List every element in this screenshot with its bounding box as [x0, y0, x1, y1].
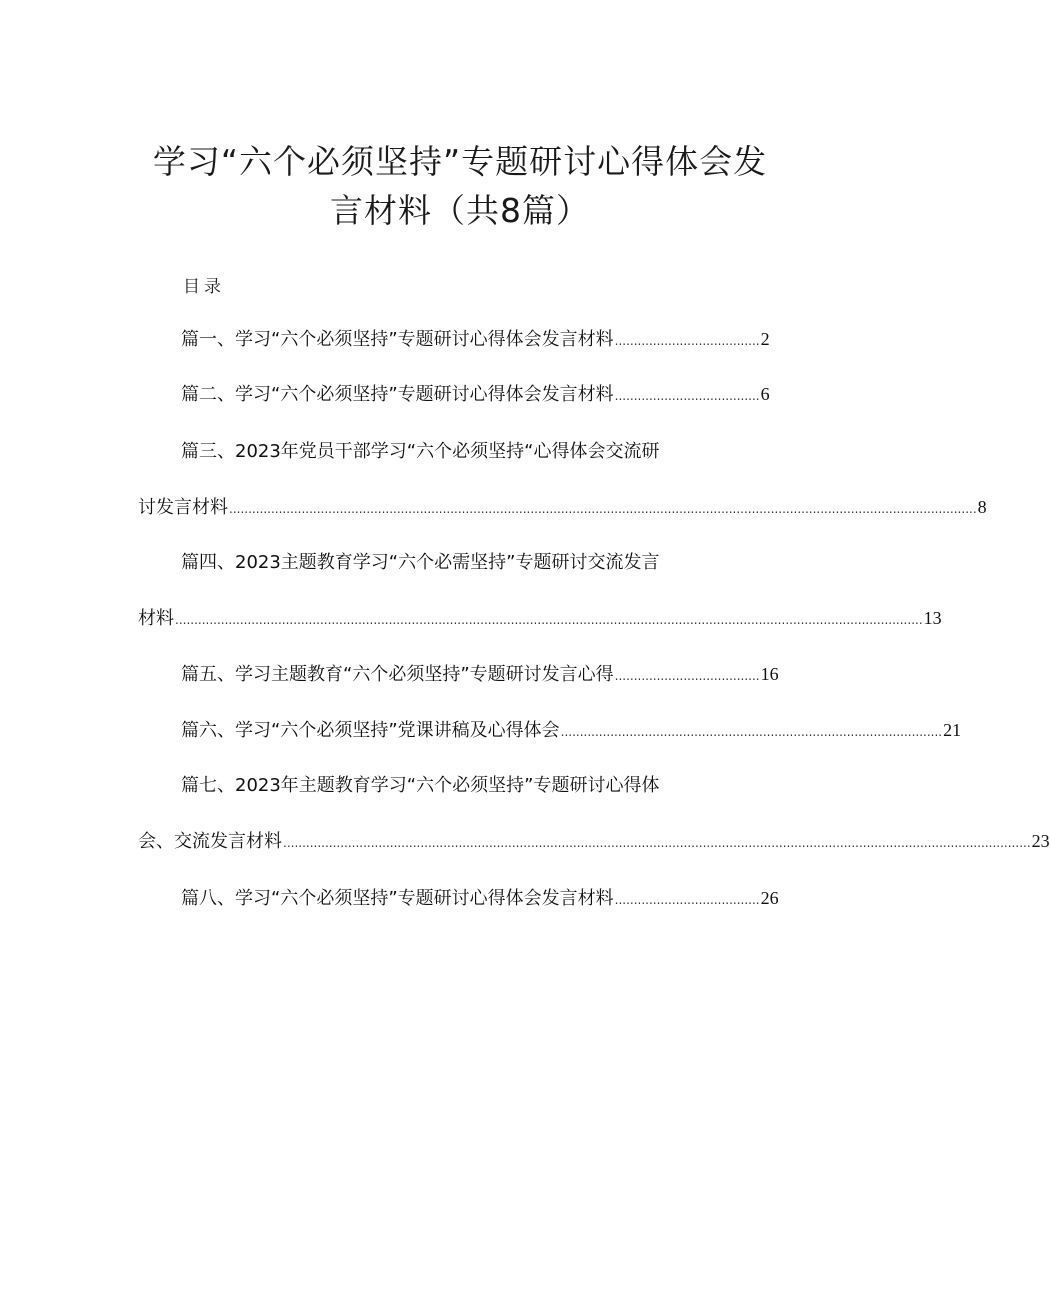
toc-page-number: 8 — [977, 497, 987, 517]
toc-leader-dots: .................................................................................................................................................................................................... — [283, 836, 1031, 850]
toc-leader-dots: .................................................................................................................................................................................................... — [229, 502, 977, 516]
toc-entry-text: 讨发言材料 — [138, 497, 228, 518]
toc-entry-text: 篇五、学习主题教育“六个必须坚持”专题研讨发言心得 — [181, 664, 614, 685]
toc-entry-4-line2[interactable] — [138, 604, 942, 630]
toc-entry-2[interactable] — [181, 380, 770, 406]
toc-entry-3-line2[interactable] — [138, 493, 987, 519]
toc-page-number: 6 — [760, 384, 770, 404]
toc-leader-dots: ...................................... — [614, 389, 760, 403]
toc-entry-4-line1[interactable] — [181, 548, 741, 574]
toc-leader-dots: .................................................................................................... — [560, 725, 943, 739]
toc-entry-text: 篇四、2023主题教育学习“六个必需坚持”专题研讨交流发言 — [181, 552, 660, 573]
toc-entry-7-line1[interactable] — [181, 771, 741, 797]
toc-entry-8[interactable] — [181, 884, 779, 910]
toc-entry-text: 篇二、学习“六个必须坚持”专题研讨心得体会发言材料 — [181, 384, 614, 405]
toc-leader-dots: ...................................... — [614, 893, 760, 907]
toc-entry-1[interactable] — [181, 325, 770, 351]
toc-entry-5[interactable] — [181, 660, 779, 686]
toc-page-number: 21 — [943, 720, 962, 740]
document-title-line2: 言材料（共8篇） — [330, 191, 590, 230]
toc-entry-text: 篇三、2023年党员干部学习“六个必须坚持“心得体会交流研 — [181, 441, 660, 462]
toc-entry-text: 篇七、2023年主题教育学习“六个必须坚持”专题研讨心得体 — [181, 775, 660, 796]
toc-entry-text: 篇一、学习“六个必须坚持”专题研讨心得体会发言材料 — [181, 329, 614, 350]
toc-leader-dots: ...................................... — [614, 334, 760, 348]
toc-heading: 目录 — [183, 277, 225, 297]
toc-entry-text: 篇六、学习“六个必须坚持”党课讲稿及心得体会 — [181, 720, 560, 741]
toc-page-number: 2 — [760, 329, 770, 349]
toc-page-number: 13 — [923, 608, 942, 628]
toc-page-number: 26 — [760, 888, 779, 908]
toc-leader-dots: .................................................................................................................................................................................................... — [175, 613, 923, 627]
toc-entry-text: 材料 — [138, 608, 174, 629]
document-title-line1: 学习“六个必须坚持”专题研讨心得体会发 — [152, 142, 768, 181]
toc-page-number: 16 — [760, 664, 779, 684]
toc-entry-7-line2[interactable] — [138, 827, 1050, 853]
toc-entry-text: 篇八、学习“六个必须坚持”专题研讨心得体会发言材料 — [181, 888, 614, 909]
toc-leader-dots: ...................................... — [614, 669, 760, 683]
toc-entry-text: 会、交流发言材料 — [138, 831, 282, 852]
toc-entry-3-line1[interactable] — [181, 437, 741, 463]
toc-entry-6[interactable] — [181, 716, 962, 742]
toc-page-number: 23 — [1031, 831, 1050, 851]
